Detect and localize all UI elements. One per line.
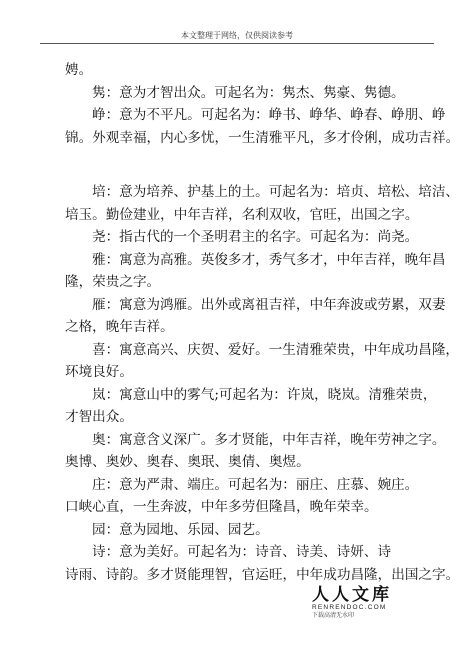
document-body [65,59,460,586]
text-line: 环境良好。 [65,364,133,380]
text-line: 诗：意为美好。可起名为：诗音、诗美、诗妍、诗 [92,544,392,560]
text-line: 锦。外观幸福，内心多忧，一生清雅平凡，多才伶俐，成功吉祥。 [65,129,460,146]
text-line: 峥：意为不平凡。可起名为：峥书、峥华、峥春、峥朋、峥 [92,107,446,123]
watermark-url: RENRENDOC.COM [312,604,387,611]
text-line: 奥：寓意含义深广。多才贤能，中年吉祥，晚年劳神之字。 [92,431,446,448]
text-line: 娉。 [65,62,93,78]
text-line: 喜：寓意高兴、庆贺、爱好。一生清雅荣贵，中年成功昌隆， [92,341,460,358]
text-line: 之格，晚年吉祥。 [65,319,174,335]
text-line: 隽：意为才智出众。可起名为：隽杰、隽豪、隽德。 [92,84,405,101]
text-line: 园：意为园地、乐园、园艺。 [92,521,269,538]
text-line: 口峡心直，一生奔波，中年多劳但隆昌，晚年荣幸。 [65,499,378,515]
text-line: 雁：寓意为鸿雁。出外或离祖吉祥，中年奔波或劳累，双妻 [92,296,446,313]
text-line: 培：意为培养、护基上的土。可起名为：培贞、培松、培洁、 [92,184,460,200]
text-line: 雅：寓意为高雅。英俊多才，秀气多才，中年吉祥，晚年昌 [92,251,446,268]
paragraph-gap [65,149,425,181]
header-divider [40,43,434,44]
text-line: 才智出众。 [65,409,133,425]
text-line: 庄：意为严肃、端庄。可起名为：丽庄、庄慕、婉庄。 [92,476,419,493]
text-line: 奥博、奥妙、奥春、奥珉、奥倩、奥煜。 [65,454,310,470]
watermark-logo [312,586,412,620]
text-line: 岚：寓意山中的雾气;可起名为：许岚，晓岚。清雅荣贵， [92,386,437,403]
watermark-title: 人人文库 [312,585,392,604]
text-line: 培玉。勤俭建业，中年吉祥，名利双收，官旺，出国之字。 [65,206,419,223]
watermark-tag: 下载高清无水印 [312,612,355,619]
text-line: 尧：指古代的一个圣明君主的名字。可起名为：尚尧。 [92,229,419,245]
text-line: 诗雨、诗韵。多才贤能理智，官运旺，中年成功昌隆，出国之字。 [65,566,460,583]
page-header: 本文整理于网络，仅供阅读参考 [181,31,293,40]
text-line: 隆，荣贵之字。 [65,274,161,290]
